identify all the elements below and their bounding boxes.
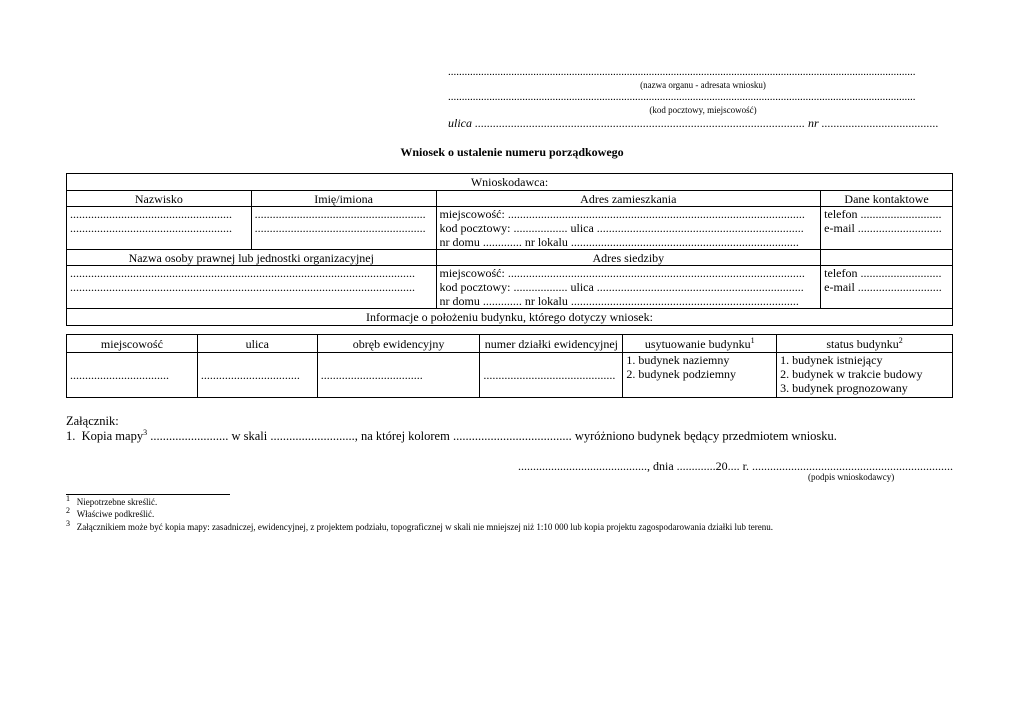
applicant-table xyxy=(66,173,953,326)
usytuowanie-options[interactable] xyxy=(623,353,777,398)
empty-cell xyxy=(821,250,953,266)
telefon-field[interactable]: telefon ........................... xyxy=(824,207,942,221)
email-field[interactable]: e-mail ............................ xyxy=(824,221,942,235)
ulica-field[interactable]: ................................. xyxy=(197,353,317,398)
attachment-item-number: 1. xyxy=(66,429,76,443)
organ-name-caption: (nazwa organu - adresata wniosku) xyxy=(640,80,766,90)
col-header-usytuowanie: usytuowanie budynku$^1$ xyxy=(623,335,777,353)
col-header-obreb: obręb ewidencyjny xyxy=(317,335,480,353)
col-header-imie: Imię/imiona xyxy=(251,191,436,207)
obreb-field[interactable]: .................................. xyxy=(317,353,480,398)
status-option-prognozowany[interactable]: 3. budynek prognozowany xyxy=(780,381,908,395)
attachment-item-text: Kopia mapy xyxy=(81,429,144,443)
col-header-osoba-prawna: Nazwa osoby prawnej lub jednostki organizacyjnej xyxy=(67,250,437,266)
telefon2-field[interactable]: telefon ........................... xyxy=(824,266,942,280)
applicant-section-title: Wnioskodawca: xyxy=(67,174,953,191)
nazwisko-field[interactable] xyxy=(67,207,252,250)
adres-miejscowosc[interactable]: miejscowość: ................................................................................................... xyxy=(439,207,805,221)
footnote-2: $^2$ Właściwe podkreślić. xyxy=(66,506,155,519)
usytuowanie-option-podziemny[interactable]: 2. budynek podziemny xyxy=(626,367,737,381)
nazwisko-dots-1[interactable]: ...................................................... xyxy=(70,207,232,221)
page-title: Wniosek o ustalenie numeru porządkowego xyxy=(400,145,624,159)
signature-line[interactable]: ..........................................., dnia .............20.... r. ................................................................... xyxy=(518,459,953,473)
col-header-miejscowosc: miejscowość xyxy=(67,335,198,353)
footnote-ref-2: 2 xyxy=(898,335,903,345)
osoba-dots-1[interactable]: ................................................................................................................... xyxy=(70,266,415,280)
siedziba-nr[interactable]: nr domu ............. nr lokalu ............................................................................ xyxy=(439,294,799,308)
number-label: nr xyxy=(808,116,819,130)
adres-nr[interactable]: nr domu ............. nr lokalu ............................................................................ xyxy=(439,235,799,249)
imie-field[interactable] xyxy=(251,207,436,250)
imie-dots-1[interactable]: ......................................................... xyxy=(254,207,426,221)
postal-code-line[interactable]: .......................................................................................................................................................................... xyxy=(448,91,916,103)
osoba-dots-2[interactable]: ................................................................................................................... xyxy=(70,280,415,294)
col-header-adres-siedziby: Adres siedziby xyxy=(436,250,821,266)
siedziba-kod-ulica[interactable]: kod pocztowy: .................. ulica ..................................................................... xyxy=(439,280,804,294)
street-label: ulica xyxy=(448,116,472,130)
usytuowanie-option-naziemny[interactable]: 1. budynek naziemny xyxy=(626,353,730,367)
footnote-ref-1: 1 xyxy=(750,335,755,345)
organ-name-line[interactable]: .......................................................................................................................................................................... xyxy=(448,66,916,78)
status-option-istniejacy[interactable]: 1. budynek istniejący xyxy=(780,353,883,367)
nazwisko-dots-2[interactable]: ...................................................... xyxy=(70,221,232,235)
imie-dots-2[interactable]: ......................................................... xyxy=(254,221,426,235)
building-table xyxy=(66,334,953,398)
col-header-dzialka: numer działki ewidencyjnej xyxy=(480,335,623,353)
attachment-item-fields[interactable]: ......................... w skali ..........................., na której kolorem ...................................... wyróżniono budynek będący przedmiotem wniosku. xyxy=(147,429,837,443)
col-header-adres: Adres zamieszkania xyxy=(436,191,821,207)
siedziba-miejscowosc[interactable]: miejscowość: ................................................................................................... xyxy=(439,266,805,280)
col-header-nazwisko: Nazwisko xyxy=(67,191,252,207)
postal-code-caption: (kod pocztowy, miejscowość) xyxy=(649,105,757,115)
miejscowosc-field[interactable]: ................................. xyxy=(67,353,198,398)
footnote-divider xyxy=(66,494,230,495)
col-header-status: status budynku$^2$ xyxy=(777,335,953,353)
status-options[interactable] xyxy=(777,353,953,398)
dzialka-field[interactable]: ............................................ xyxy=(480,353,623,398)
number-dots[interactable]: ....................................... xyxy=(821,116,939,130)
footnote-1: $^1$ Niepotrzebne skreślić. xyxy=(66,494,158,507)
kontakt-field[interactable] xyxy=(821,207,953,250)
street-line[interactable] xyxy=(448,116,958,131)
status-option-w-budowie[interactable]: 2. budynek w trakcie budowy xyxy=(780,367,923,381)
attachment-label: Załącznik: xyxy=(66,414,119,428)
email2-field[interactable]: e-mail ............................ xyxy=(824,280,942,294)
footnote-3: $^3$ Załącznikiem może być kopia mapy: zasadniczej, ewidencyjnej, z projektem podziału, topograficznej w skali nie mniejszej niż 1:10 000 lub kopia projektu zagospodarowania działki lub terenu. xyxy=(66,519,774,532)
adres-field[interactable] xyxy=(436,207,821,250)
footnote-ref-3: 3 xyxy=(143,427,148,437)
adres-kod-ulica[interactable]: kod pocztowy: .................. ulica ..................................................................... xyxy=(439,221,804,235)
street-dots[interactable]: .............................................................................................................. xyxy=(475,116,805,130)
siedziba-field[interactable] xyxy=(436,266,821,309)
building-info-title: Informacje o położeniu budynku, którego dotyczy wniosek: xyxy=(67,309,953,326)
kontakt2-field[interactable] xyxy=(821,266,953,309)
signature-caption: (podpis wnioskodawcy) xyxy=(808,472,895,482)
attachment-item[interactable] xyxy=(66,429,837,444)
col-header-dane: Dane kontaktowe xyxy=(821,191,953,207)
col-header-ulica: ulica xyxy=(197,335,317,353)
osoba-prawna-field[interactable] xyxy=(67,266,437,309)
